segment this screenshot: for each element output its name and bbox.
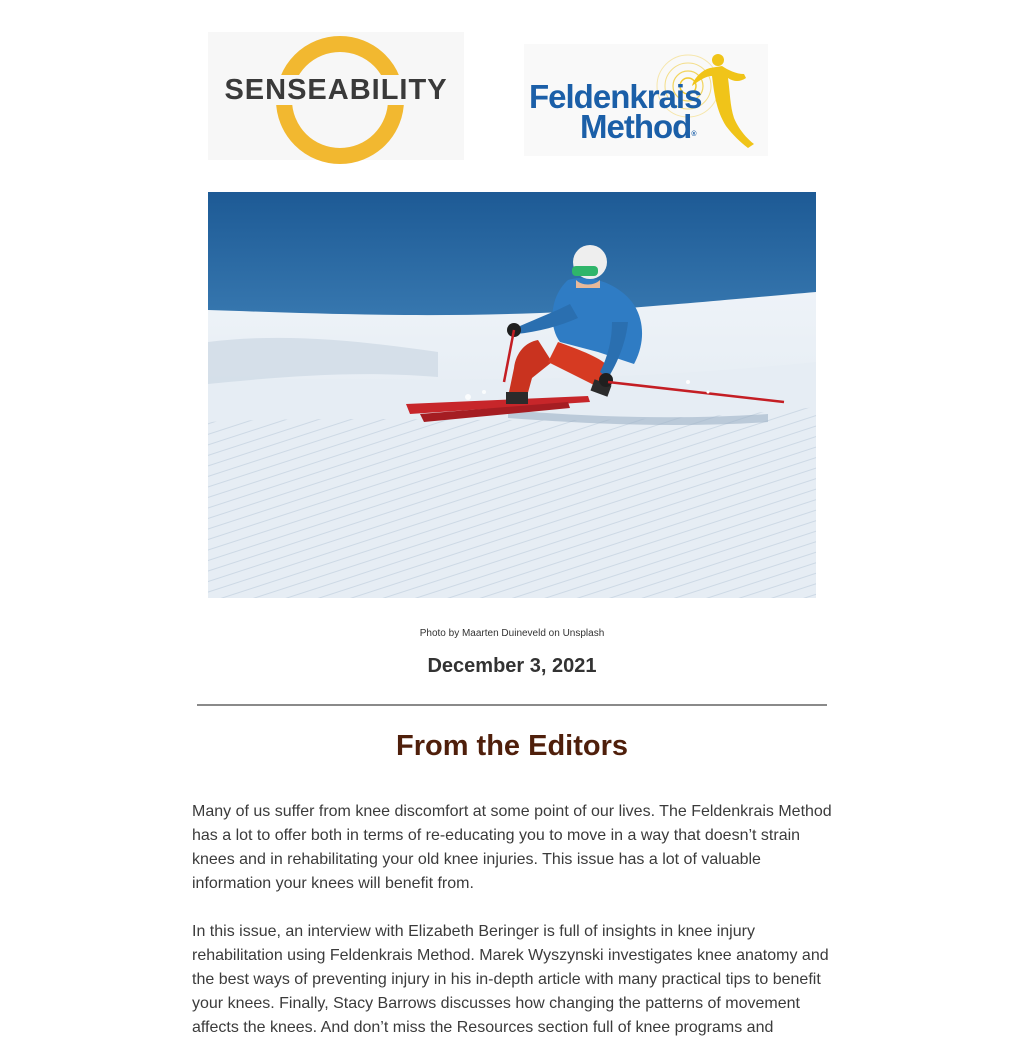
senseability-logo-text: SENSEABILITY — [224, 74, 448, 106]
photo-credit: Photo by Maarten Duineveld on Unsplash — [419, 628, 605, 639]
section-title: From the Editors — [395, 730, 628, 762]
hero-photo-skier — [208, 192, 816, 598]
editors-paragraph-2: In this issue, an interview with Elizabeth Beringer is full of insights in knee injury rehabilitation using Feldenkrais Method. Marek Wyszynski investigates knee anatomy and the best ways of preventing injury in his in-depth article with many practical tips to benefit your knees. Finally, Stacy Barrows discusses how changing the patterns of movement affects the knees. And don’t miss the Resources section full of knee programs and — [192, 923, 829, 1036]
editors-paragraph-1: Many of us suffer from knee discomfort at some point of our lives. The Feldenkrais Method has a lot to offer both in terms of re-educating you to move in a way that doesn’t strain knees and in rehabilitating your old knee injuries. This issue has a lot of valuable information your knees will benefit from. — [192, 803, 832, 892]
editors-note-body — [192, 800, 832, 1064]
feldenkrais-logo-line2: Method — [580, 108, 692, 145]
registered-mark: ® — [691, 131, 697, 138]
feldenkrais-method-logo[interactable] — [524, 44, 768, 156]
feldenkrais-logo-line1: Feldenkrais — [529, 78, 702, 115]
senseability-logo[interactable] — [208, 32, 464, 160]
issue-date: December 3, 2021 — [427, 655, 597, 677]
section-divider — [197, 704, 827, 706]
